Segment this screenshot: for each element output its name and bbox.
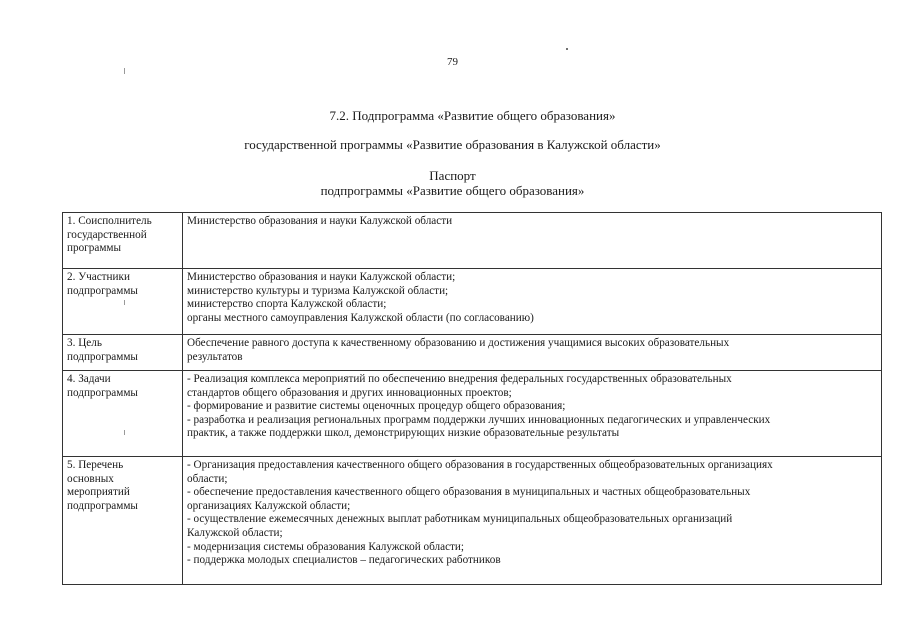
content-line: стандартов общего образования и других инновационных проектов;: [187, 386, 512, 399]
row-label-tasks: [63, 371, 183, 457]
content-line: - Реализация комплекса мероприятий по обеспечению внедрения федеральных государственных образовательных: [187, 373, 732, 385]
row-content-participants: [183, 269, 882, 335]
content-line: результатов: [187, 350, 243, 363]
label-line: подпрограммы: [67, 284, 138, 297]
table-row: [63, 335, 882, 371]
content-line: Калужской области;: [187, 526, 283, 539]
table-row: [63, 213, 882, 269]
content-line: практик, а также поддержки школ, демонстрирующих низкие образовательные результаты: [187, 427, 620, 440]
label-line: мероприятий: [67, 486, 130, 499]
row-content-coexecutor: [183, 213, 882, 269]
label-line: государственной: [67, 228, 147, 241]
row-content-tasks: [183, 371, 882, 457]
content-line: Министерство образования и науки Калужской области;: [187, 271, 456, 283]
passport-subtitle: подпрограммы «Развитие общего образования»: [320, 183, 585, 198]
content-line: министерство спорта Калужской области;: [187, 298, 387, 311]
label-line: подпрограммы: [67, 386, 138, 399]
row-label-goal: [63, 335, 183, 371]
scan-mark: [124, 68, 125, 74]
content-line: - Организация предоставления качественного общего образования в государственных общеобразовательных организациях: [187, 459, 773, 471]
row-content-activities: [183, 457, 882, 585]
label-line: 4. Задачи: [67, 373, 111, 385]
row-content-goal: [183, 335, 882, 371]
label-line: 3. Цель: [67, 337, 102, 349]
content-line: - формирование и развитие системы оценочных процедур общего образования;: [187, 400, 566, 413]
scan-speck: [566, 48, 568, 50]
content-line: области;: [187, 472, 228, 485]
content-line: Министерство образования и науки Калужской области: [187, 215, 453, 227]
subprogram-title: 7.2. Подпрограмма «Развитие общего образования»: [329, 108, 616, 123]
label-line: 2. Участники: [67, 271, 130, 283]
table-row: [63, 371, 882, 457]
label-line: подпрограммы: [67, 350, 138, 363]
passport-title: Паспорт: [429, 168, 476, 183]
content-line: организациях Калужской области;: [187, 499, 351, 512]
page-number: 79: [447, 56, 458, 68]
row-label-participants: [63, 269, 183, 335]
label-line: 1. Соисполнитель: [67, 215, 152, 227]
content-line: министерство культуры и туризма Калужской области;: [187, 284, 449, 297]
content-line: Обеспечение равного доступа к качественному образованию и достижения учащимися высоких образовательных: [187, 337, 730, 349]
program-title: государственной программы «Развитие образования в Калужской области»: [244, 137, 661, 152]
row-label-activities: [63, 457, 183, 585]
label-line: основных: [67, 472, 114, 485]
table-row: [63, 457, 882, 585]
content-line: органы местного самоуправления Калужской области (по согласованию): [187, 311, 534, 324]
content-line: - обеспечение предоставления качественного общего образования в муниципальных и частных общеобразовательных: [187, 486, 751, 499]
content-line: - разработка и реализация региональных программ поддержки лучших инновационных педагогических и управленческих: [187, 413, 771, 426]
label-line: программы: [67, 242, 121, 255]
passport-table: [62, 212, 882, 585]
row-label-coexecutor: [63, 213, 183, 269]
table-row: [63, 269, 882, 335]
content-line: - осуществление ежемесячных денежных выплат работникам муниципальных общеобразовательных организаций: [187, 513, 733, 526]
content-line: - модернизация системы образования Калужской области;: [187, 540, 465, 553]
label-line: 5. Перечень: [67, 459, 124, 471]
label-line: подпрограммы: [67, 499, 138, 512]
content-line: - поддержка молодых специалистов – педагогических работников: [187, 554, 501, 567]
